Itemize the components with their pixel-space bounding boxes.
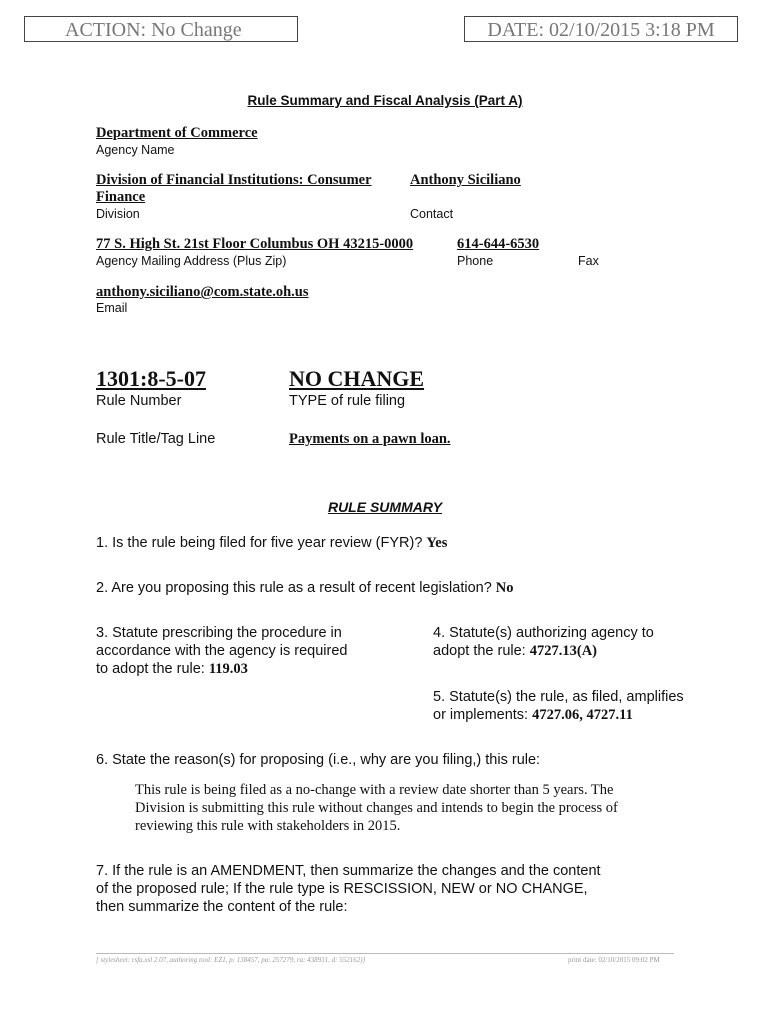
date-text: DATE: 02/10/2015 3:18 PM bbox=[487, 19, 715, 41]
question-3-line1: 3. Statute prescribing the procedure in bbox=[96, 625, 342, 641]
question-3-line3: to adopt the rule: bbox=[96, 661, 205, 677]
question-7-line2: of the proposed rule; If the rule type is RESCISSION, NEW or NO CHANGE, bbox=[96, 881, 588, 897]
action-text: ACTION: No Change bbox=[65, 19, 242, 41]
agency-name-label: Agency Name bbox=[96, 143, 175, 157]
question-2-text: 2. Are you proposing this rule as a result of recent legislation? bbox=[96, 580, 492, 596]
question-1-text: 1. Is the rule being filed for five year review (FYR)? bbox=[96, 535, 423, 551]
rule-type: NO CHANGE bbox=[289, 366, 425, 391]
rule-number-label: Rule Number bbox=[96, 393, 182, 409]
rule-title: Payments on a pawn loan. bbox=[289, 431, 451, 447]
contact-label: Contact bbox=[410, 207, 454, 221]
contact-name: Anthony Siciliano bbox=[410, 172, 521, 188]
question-1 bbox=[96, 534, 447, 552]
question-5-line1: 5. Statute(s) the rule, as filed, amplifies bbox=[433, 689, 684, 705]
question-7-line1: 7. If the rule is an AMENDMENT, then summarize the changes and the content bbox=[96, 863, 601, 879]
agency-email: anthony.siciliano@com.state.oh.us bbox=[96, 284, 309, 300]
question-2 bbox=[96, 579, 514, 597]
reason-line1: This rule is being filed as a no-change with a review date shorter than 5 years. The bbox=[135, 782, 614, 798]
footer-meta: [ stylesheet: rsfa.xsl 2.07, authoring tool: EZ1, p: 138457, pa: 257279, ra: 438931, d: 552162)] bbox=[96, 956, 366, 964]
answer-3: 119.03 bbox=[208, 661, 248, 677]
footer-print-date: print date: 02/10/2015 09:02 PM bbox=[568, 956, 660, 964]
question-5-line2: or implements: bbox=[433, 707, 529, 723]
date-box bbox=[464, 16, 738, 42]
document-title: Rule Summary and Fiscal Analysis (Part A) bbox=[247, 93, 523, 108]
rule-title-label: Rule Title/Tag Line bbox=[96, 431, 216, 447]
agency-name: Department of Commerce bbox=[96, 125, 258, 141]
reason-line3: reviewing this rule with stakeholders in 2015. bbox=[135, 818, 401, 834]
address-label: Agency Mailing Address (Plus Zip) bbox=[96, 254, 287, 268]
answer-2: No bbox=[495, 580, 514, 596]
action-box bbox=[24, 16, 298, 42]
answer-5: 4727.06, 4727.11 bbox=[532, 707, 633, 723]
rule-summary-heading: RULE SUMMARY bbox=[327, 499, 443, 515]
division-label: Division bbox=[96, 207, 140, 221]
answer-4: 4727.13(A) bbox=[529, 643, 598, 659]
fax-label: Fax bbox=[578, 254, 599, 268]
email-label: Email bbox=[96, 301, 128, 315]
rule-number: 1301:8-5-07 bbox=[96, 366, 206, 391]
question-4-line1: 4. Statute(s) authorizing agency to bbox=[433, 625, 654, 641]
question-7-line3: then summarize the content of the rule: bbox=[96, 899, 348, 915]
agency-address: 77 S. High St. 21st Floor Columbus OH 43215-0000 bbox=[96, 236, 414, 252]
phone-number: 614-644-6530 bbox=[457, 236, 540, 252]
division-line1: Division of Financial Institutions: Consumer bbox=[96, 172, 372, 188]
question-5 bbox=[433, 688, 743, 724]
answer-1: Yes bbox=[426, 535, 448, 551]
reason-line2: Division is submitting this rule without changes and intends to begin the process of bbox=[135, 800, 618, 816]
reason-text bbox=[135, 781, 618, 835]
question-3 bbox=[96, 624, 406, 678]
question-4-line2: adopt the rule: bbox=[433, 643, 526, 659]
question-3-line2: accordance with the agency is required bbox=[96, 643, 348, 659]
division-line2: Finance bbox=[96, 189, 146, 205]
phone-label: Phone bbox=[457, 254, 494, 268]
question-4 bbox=[433, 624, 743, 660]
footer-divider bbox=[96, 953, 674, 954]
question-7 bbox=[96, 862, 601, 916]
question-6: 6. State the reason(s) for proposing (i.e., why are you filing,) this rule: bbox=[96, 752, 541, 768]
rule-type-label: TYPE of rule filing bbox=[289, 393, 406, 409]
